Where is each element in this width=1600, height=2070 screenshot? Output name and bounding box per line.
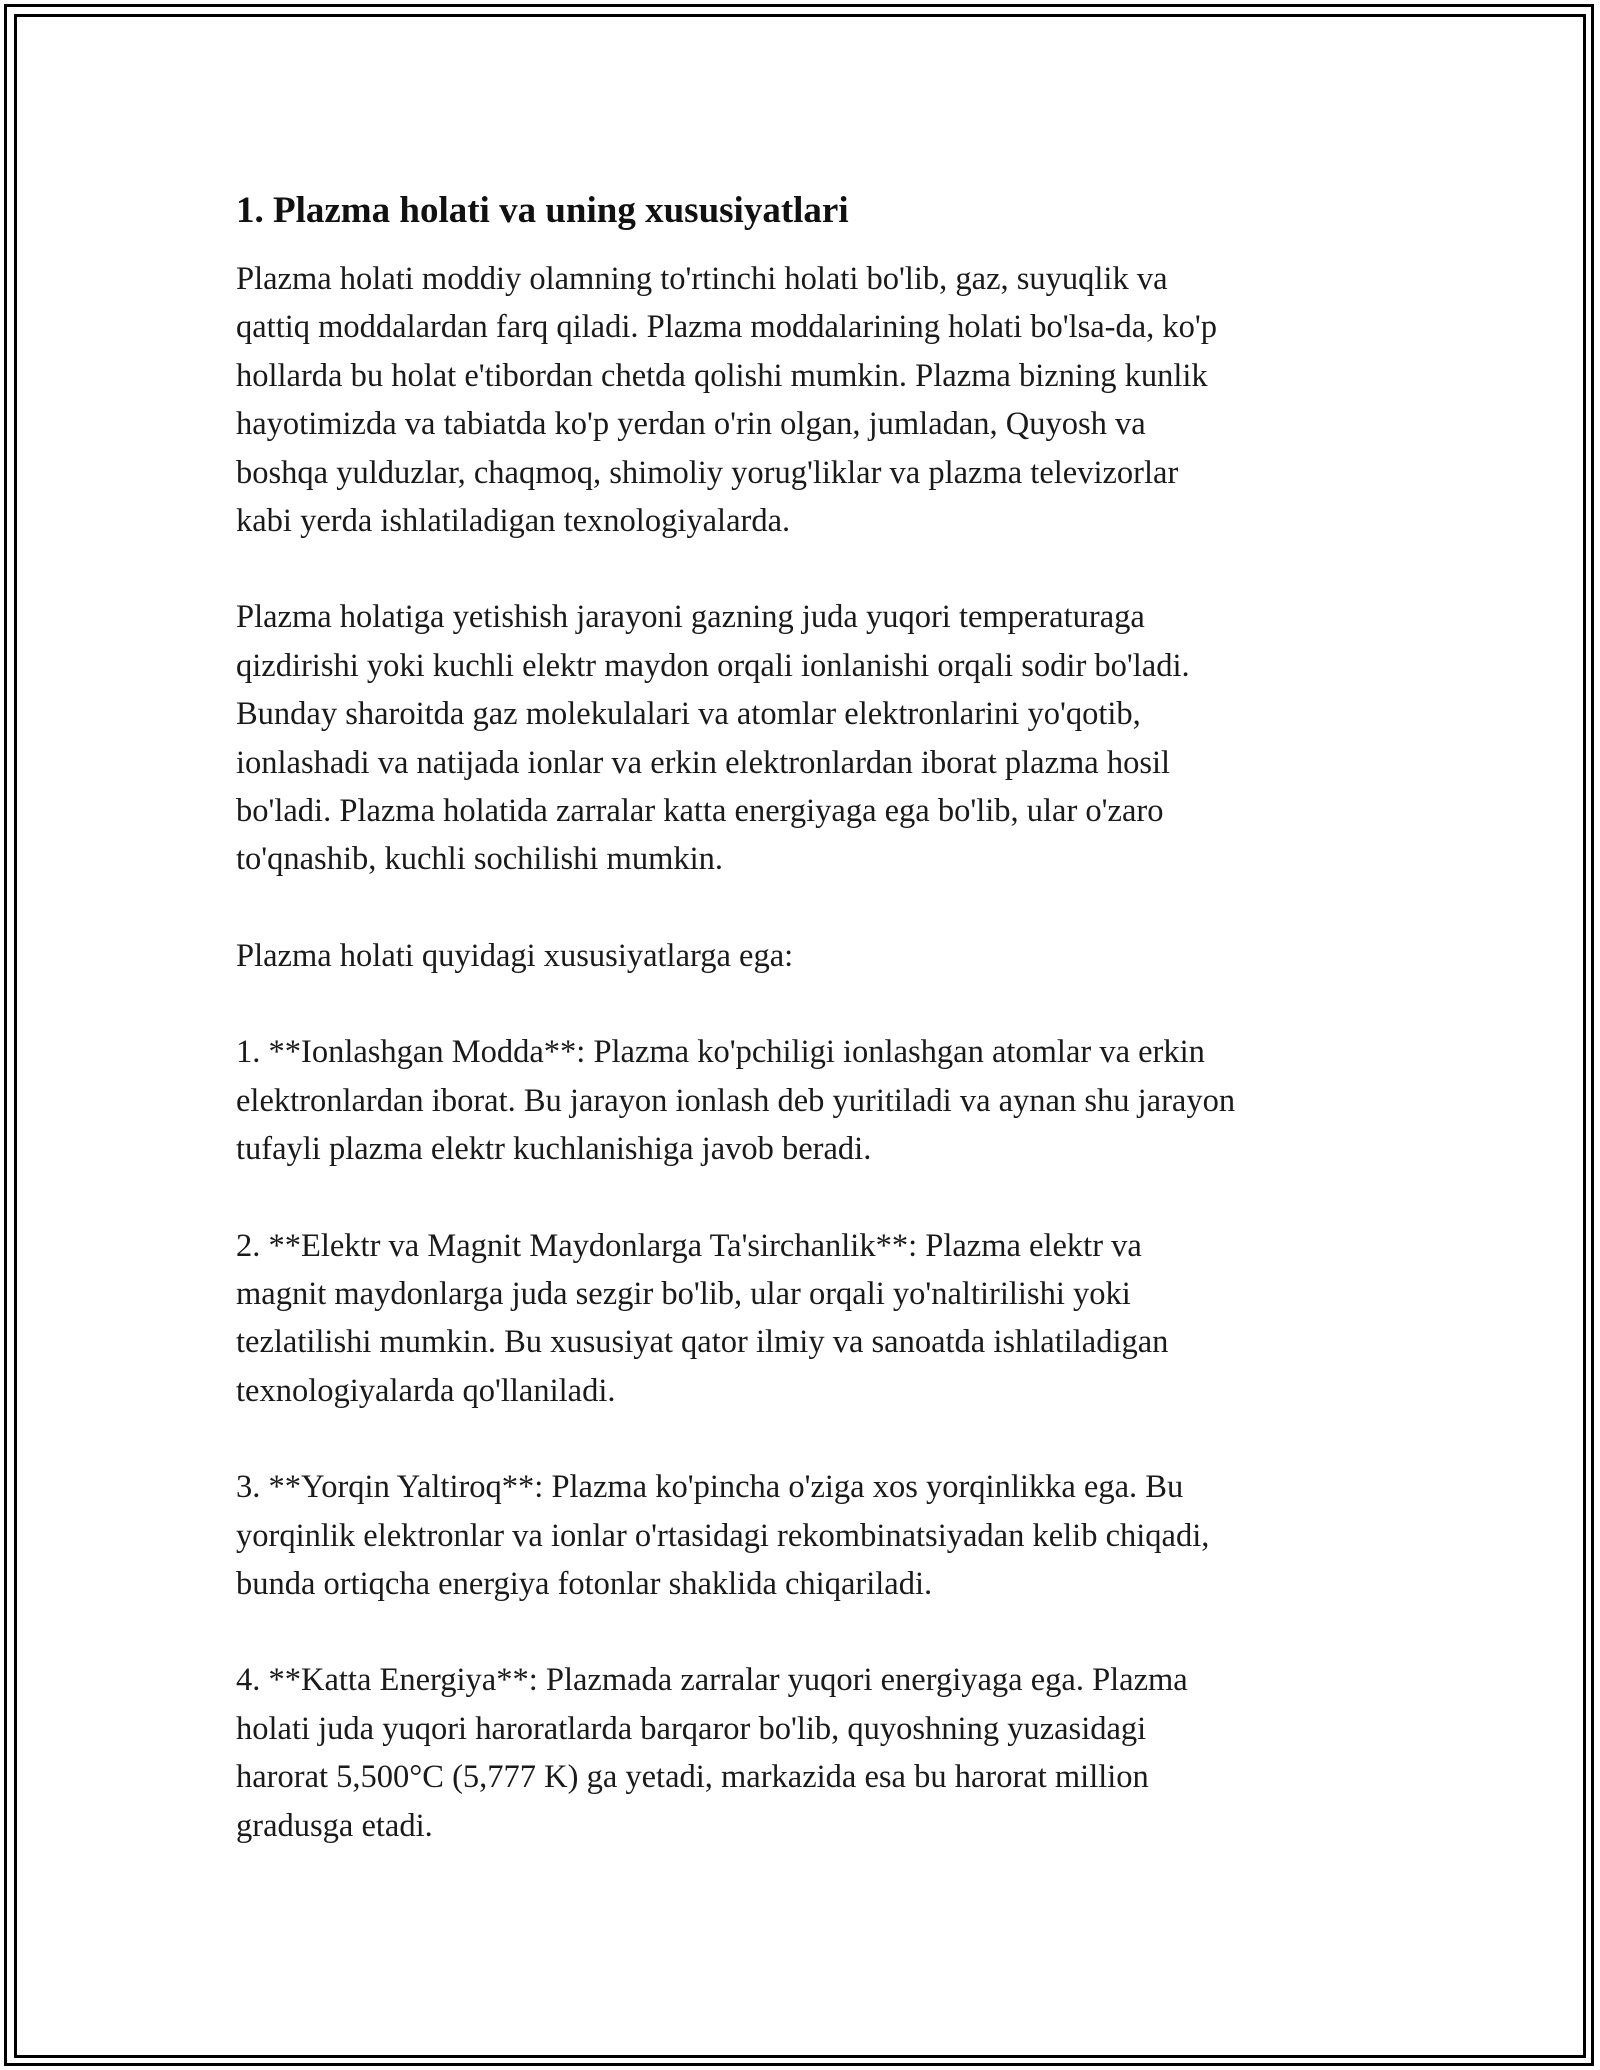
document-body (236, 185, 1376, 1898)
document-title: 1. Plazma holati va uning xususiyatlari (236, 190, 849, 231)
list-item-high-energy: 4. **Katta Energiya**: Plazmada zarralar yuqori energiyaga ega. Plazma holati juda yuqori haroratlarda barqaror bo'lib, quyoshning yuzasidagi harorat 5,500°C (5,777 K) ga yetadi, markazida esa bu harorat million gradusga etadi. (236, 1662, 1188, 1844)
paragraph-intro: Plazma holati moddiy olamning to'rtinchi holati bo'lib, gaz, suyuqlik va qattiq moddalardan farq qiladi. Plazma moddalarining holati bo'lsa-da, ko'p hollarda bu holat e'tibordan chetda qolishi mumkin. Plazma bizning kunlik hayotimizda va tabiatda ko'p yerdan o'rin olgan, jumladan, Quyosh va boshqa yulduzlar, chaqmoq, shimoliy yorug'liklar va plazma televizorlar kabi yerda ishlatiladigan texnologiyalarda. (236, 261, 1218, 540)
list-item-field-sensitivity: 2. **Elektr va Magnit Maydonlarga Ta'sirchanlik**: Plazma elektr va magnit maydonlarga juda sezgir bo'lib, ular orqali yo'naltirilishi yoki tezlatilishi mumkin. Bu xususiyat qator ilmiy va sanoatda ishlatiladigan texnologiyalarda qo'llaniladi. (236, 1227, 1169, 1409)
paragraph-ionization-process: Plazma holatiga yetishish jarayoni gazning juda yuqori temperaturaga qizdirishi yoki kuchli elektr maydon orqali ionlanishi orqali sodir bo'ladi. Bunday sharoitda gaz molekulalari va atomlar elektronlarini yo'qotib, ionlashadi va natijada ionlar va erkin elektronlardan iborat plazma hosil bo'ladi. Plazma holatida zarralar katta energiyaga ega bo'lib, ular o'zaro to'qnashib, kuchli sochilishi mumkin. (236, 599, 1190, 878)
paragraph-properties-intro: Plazma holati quyidagi xususiyatlarga ega: (236, 937, 794, 974)
list-item-ionized-matter: 1. **Ionlashgan Modda**: Plazma ko'pchiligi ionlashgan atomlar va erkin elektronlardan iborat. Bu jarayon ionlash deb yuritiladi va aynan shu jarayon tufayli plazma elektr kuchlanishiga javob beradi. (236, 1034, 1236, 1168)
list-item-brightness: 3. **Yorqin Yaltiroq**: Plazma ko'pincha o'ziga xos yorqinlikka ega. Bu yorqinlik elektronlar va ionlar o'rtasidagi rekombinatsiyadan kelib chiqadi, bunda ortiqcha energiya fotonlar shaklida chiqariladi. (236, 1469, 1210, 1602)
